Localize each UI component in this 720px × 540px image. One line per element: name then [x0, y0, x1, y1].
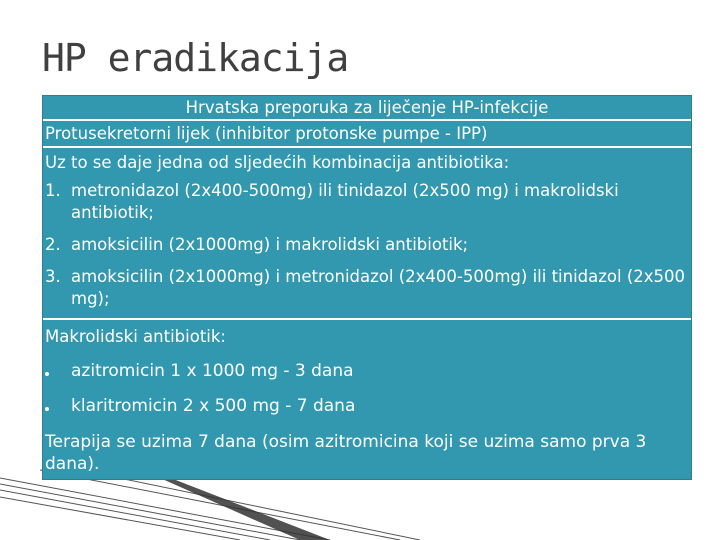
bullet-icon [45, 407, 49, 411]
list-item-text: metronidazol (2x400-500mg) ili tinidazol (2x500 mg) i makrolidski antibiotik; [71, 181, 619, 222]
list-item [45, 395, 689, 417]
list-item-text: klaritromicin 2 x 500 mg - 7 dana [71, 396, 356, 416]
list-item-text: amoksicilin (2x1000mg) i metronidazol (2x400-500mg) ili tinidazol (2x500 mg); [71, 267, 686, 308]
recommendation-table [42, 95, 692, 480]
list-item-number: 2. [45, 235, 61, 254]
macrolides-row [43, 320, 691, 479]
list-item [45, 234, 689, 256]
bullet-icon [45, 372, 49, 376]
macrolides-heading: Makrolidski antibiotik: [45, 327, 226, 346]
table-header: Hrvatska preporuka za liječenje HP-infekcije [43, 96, 691, 121]
list-item-number: 3. [45, 267, 61, 286]
ppi-row: Protusekretorni lijek (inhibitor protonske pumpe - IPP) [43, 121, 691, 148]
list-item-text: azitromicin 1 x 1000 mg - 3 dana [71, 361, 354, 381]
macrolides-list [45, 360, 689, 417]
list-item [45, 266, 689, 310]
list-item [45, 180, 689, 224]
slide-title: HP eradikacija [42, 36, 349, 80]
list-item-text: amoksicilin (2x1000mg) i makrolidski antibiotik; [71, 235, 469, 254]
therapy-note: Terapija se uzima 7 dana (osim azitromicina koji se uzima samo prva 3 dana). [45, 432, 647, 474]
combinations-row [43, 148, 691, 320]
combinations-list [45, 180, 689, 310]
list-item [45, 360, 689, 382]
list-item-number: 1. [45, 181, 61, 200]
combinations-intro: Uz to se daje jedna od sljedećih kombinacija antibiotika: [45, 153, 510, 172]
